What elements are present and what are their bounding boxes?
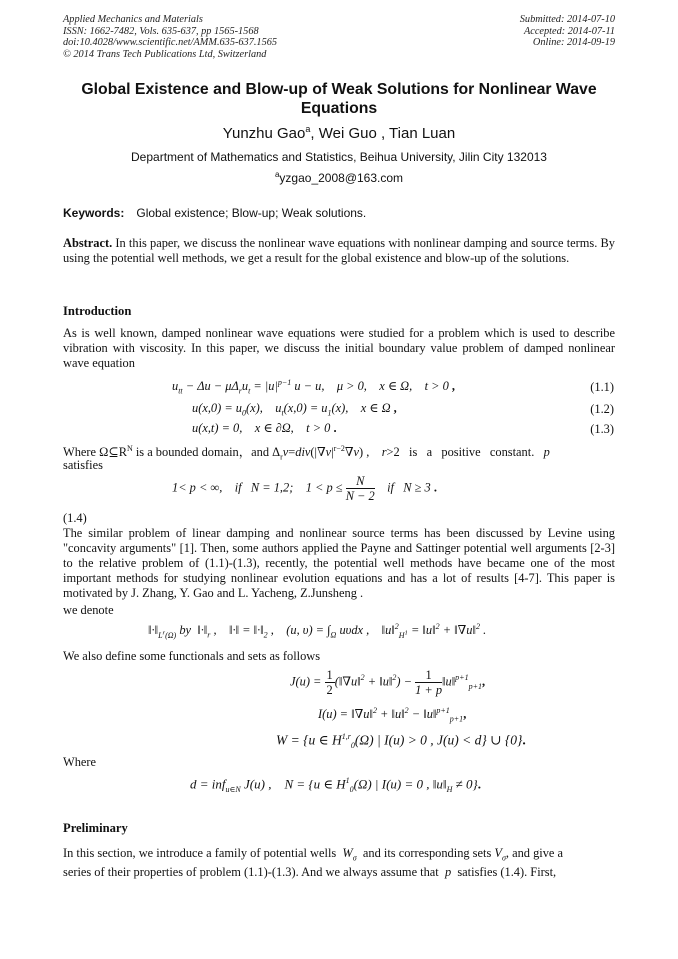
keywords-text: Global existence; Blow-up; Weak solutions. — [136, 206, 367, 220]
equation-1-3: u(x,t) = 0, x ∈ ∂Ω, t > 0 . — [192, 421, 337, 435]
dates-info — [520, 14, 615, 49]
we-denote-text: we denote — [63, 603, 114, 617]
issn-line: ISSN: 1662-7482, Vols. 635-637, pp 1565-1568 — [63, 25, 259, 37]
functional-J: J(u) = $\frac{1}{2}$ (‖∇u‖$^2$ + ‖u‖$^2$) − $\frac{1}{1 + p}$ ‖u‖$^{p+1}_{p+1}$, — [290, 668, 486, 697]
keywords — [63, 206, 615, 220]
prelim-text-b: and its corresponding sets — [362, 846, 492, 860]
equation-number-1-3: (1.3) — [590, 422, 614, 436]
introduction-heading: Introduction — [63, 304, 132, 318]
equation-1-1: $u_{tt} - \Delta u - \mu\Delta_ru_t = |u|^{p-1}$ u − u, μ > 0, x ∈ Ω, t > 0 , — [172, 378, 455, 396]
where-text: Where Ω⊆R — [63, 445, 127, 459]
copyright-line: © 2014 Trans Tech Publications Ltd, Switzerland — [63, 48, 267, 60]
author-sup: a — [305, 124, 311, 134]
abstract-text: In this paper, we discuss the nonlinear wave equations with nonlinear damping and source terms. By using the potential well methods, we get a result for the global existence and blow-up of the solutions. — [63, 236, 615, 265]
where-rest: is a bounded domain，and Δ — [132, 445, 281, 459]
norm-definitions: $‖\cdot‖_{L^r(\Omega)}$ by $‖\cdot‖_r$ , ‖·‖ = $‖\cdot‖_2$ , (u, $\upsilon) = \int_\Omega$ uυdx , ‖u‖$^2_{H^1}$ = ‖u‖$^2$ + ‖∇u‖$^2$ . — [148, 622, 487, 640]
email-address: yzgao_2008@163.com — [279, 171, 404, 185]
journal-info — [63, 14, 277, 60]
preliminary-line-1: In this section, we introduce a family of potential wells $W_\sigma$ and its corresponding sets $V_\sigma$, and give a — [63, 846, 564, 863]
doi-line: doi:10.4028/www.scientific.net/AMM.635-637.1565 — [63, 37, 278, 49]
author-list — [63, 124, 615, 142]
satisfies-text: satisfies — [63, 458, 103, 472]
where-domain-line: Where $\Omega⊆R^N$ is a bounded domain，and $\Delta_rv=div(|\nabla v|^{r-2}\nabla v)$ , r>2 is a positive constant. p — [63, 443, 550, 462]
journal-name: Applied Mechanics and Materials — [63, 14, 203, 25]
author-rest: , Wei Guo , Tian Luan — [310, 125, 456, 142]
functional-I: I(u) = ‖∇u‖$^2$ + ‖u‖$^2$ − ‖u‖$^{p+1}_{p+1}$, — [318, 706, 467, 724]
keywords-label: Keywords: — [63, 206, 125, 220]
also-define-text: We also define some functionals and sets as follows — [63, 649, 321, 663]
set-W: W = {u ∈ H$^{1,r}_0$(Ω) | I(u) > 0 , J(u) < d} ∪ {0}. — [276, 732, 526, 751]
email-sup: a — [274, 170, 280, 179]
depth-and-nehari: d = inf$_{u\in N}$ J(u) , N = {u ∈ $H^1_0(\Omega)$ | I(u) = 0 , $‖u‖_H \ne 0$}. — [190, 776, 481, 794]
author-first: Yunzhu Gao — [222, 125, 306, 142]
prelim-text-d: series of their properties of problem (1.1)-(1.3). And we always assume that — [63, 865, 439, 879]
submitted-date: Submitted: 2014-07-10 — [519, 14, 615, 25]
preliminary-line-2: series of their properties of problem (1.1)-(1.3). And we always assume that p satisfies (1.4). First, — [63, 865, 557, 879]
abstract — [63, 236, 615, 266]
equation-1-4: 1< p < ∞, if N = 1,2; 1 < p ≤ $\frac{N}{N - 2}$ if N ≥ 3 . — [172, 474, 437, 503]
exponent-fraction: $\frac{N}{N - 2}$ — [345, 474, 375, 503]
accepted-date: Accepted: 2014-07-11 — [523, 25, 615, 37]
equation-number-1-4: (1.4) — [63, 511, 87, 525]
equation-number-1-1: (1.1) — [590, 380, 614, 394]
email — [63, 170, 615, 185]
online-date: Online: 2014-09-19 — [532, 37, 615, 49]
intro-paragraph-2: The similar problem of linear damping and nonlinear source terms has been discussed by Levine using "concavity arguments" [1]. Then, some authors applied the Payne and Sattinger potential well arguments [2-3] to the relative problem of (1.1)-(1.3), recently, the potential well methods have became one of the most important methods for studying nonlinear evolution equations and has a lot of results [4-7]. This paper is motivated by J. Zhang, Y. Gao and L. Yacheng, Z.Junsheng . — [63, 526, 615, 600]
where-text-2: Where — [63, 755, 97, 769]
equation-1-2: $u(x,0) = u_0(x)$, $u_t(x,0) = u_1(x)$, x ∈ Ω , — [192, 401, 397, 418]
paper-title: Global Existence and Blow-up of Weak Solutions for Nonlinear Wave Equations — [81, 81, 597, 117]
abstract-label: Abstract. — [63, 236, 113, 250]
prelim-text-c: , and give a — [505, 846, 564, 860]
affiliation: Department of Mathematics and Statistics, Beihua University, Jilin City 132013 — [131, 150, 547, 164]
equation-number-1-2: (1.2) — [590, 402, 614, 416]
intro-paragraph-1: As is well known, damped nonlinear wave equations were studied for a problem which is used to describe vibration with viscosity. In this paper, we discuss the initial boundary value problem of damped nonlinear wave equation — [63, 326, 615, 370]
prelim-text-e: satisfies (1.4). First, — [457, 865, 557, 879]
prelim-text-a: In this section, we introduce a family of potential wells — [63, 846, 337, 860]
preliminary-heading: Preliminary — [63, 821, 128, 835]
